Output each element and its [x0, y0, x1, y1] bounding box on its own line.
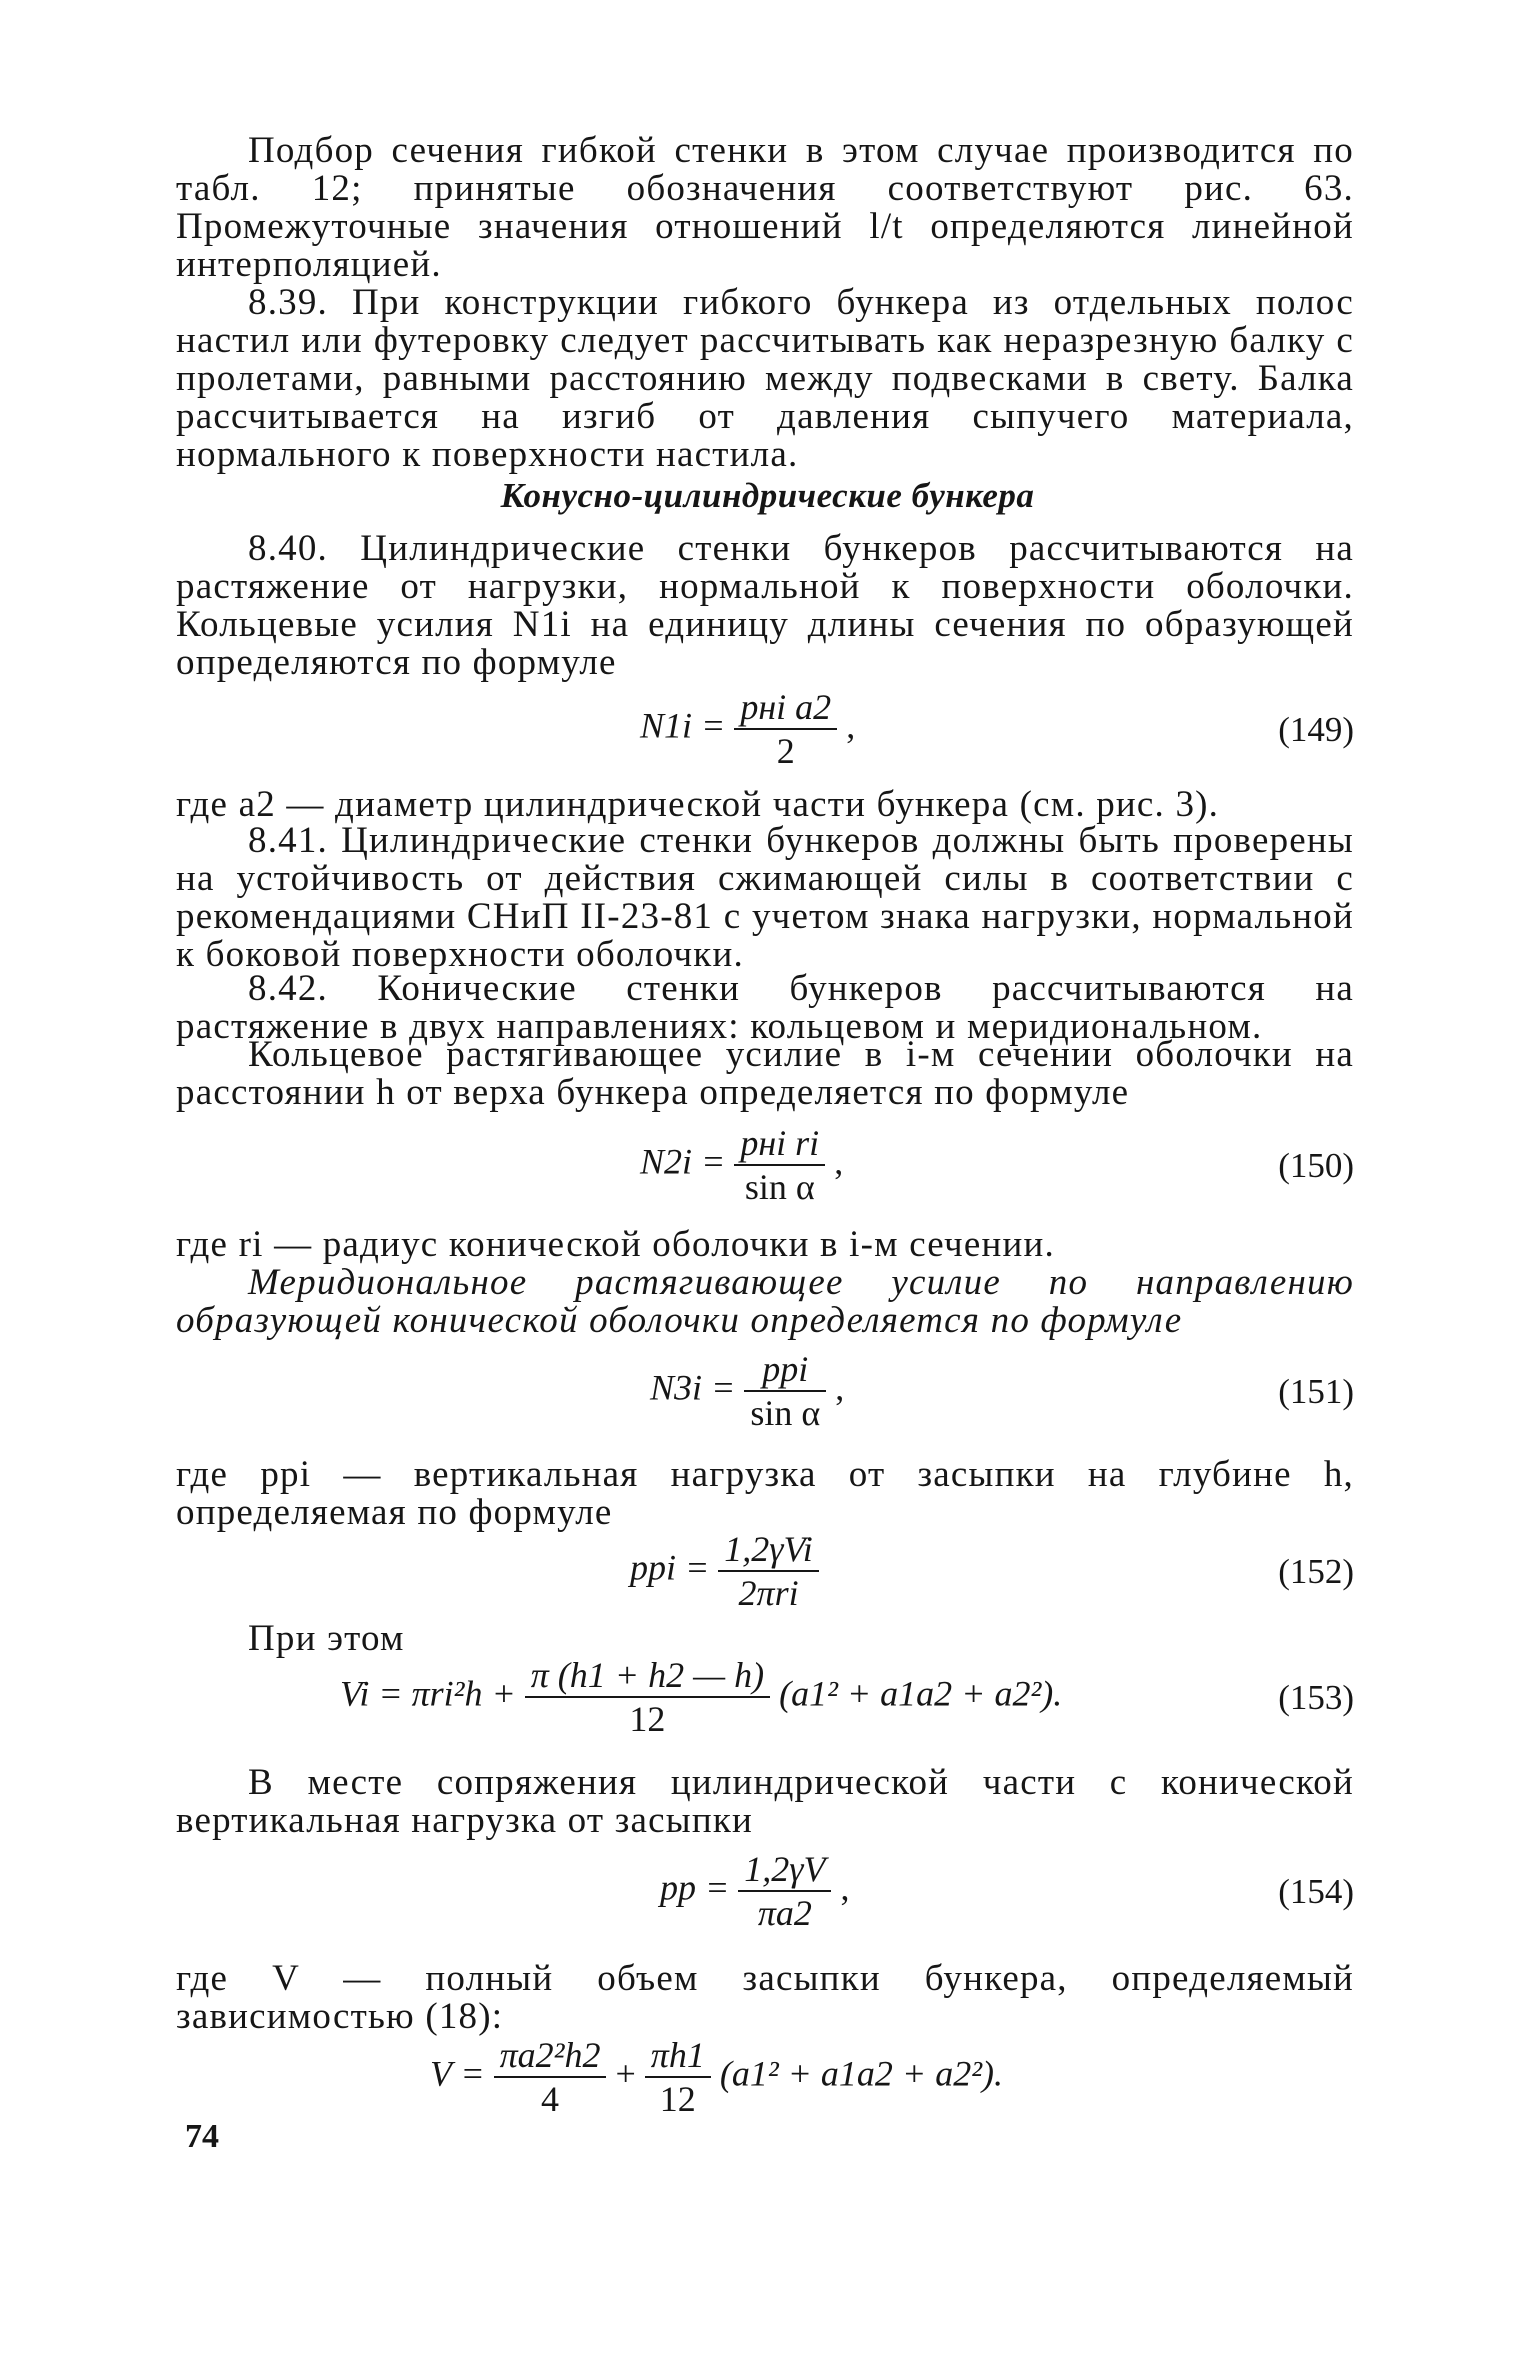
equation-150 — [0, 1123, 1535, 1207]
equation-153 — [0, 1655, 1535, 1739]
paragraph-8-40: 8.40. Цилиндрические стенки бункеров рассчитываются на растяжение от нагрузки, нормальной к поверхности оболочки. Кольцевые усилия N1i на единицу длины сечения по образующей определяются по формуле — [176, 528, 1354, 683]
equation-number: (149) — [1278, 710, 1354, 749]
equation-number: (152) — [1278, 1552, 1354, 1591]
equation-body — [640, 1124, 843, 1206]
numerator: 1,2γV — [738, 1850, 831, 1892]
equation-tail: , — [840, 1867, 850, 1908]
equation-lhs: N1i = — [640, 705, 726, 746]
plus-sign: + — [615, 2053, 636, 2094]
paragraph-v-definition: где V — полный объем засыпки бункера, определяемый зависимостью (18): — [176, 1958, 1354, 2037]
paragraph-8-39: 8.39. При конструкции гибкого бункера из отдельных полос настил или футеровку следует рассчитывать как неразрезную балку с пролетами, равными расстоянию между подвесками в свету. Балка рассчитывается на изгиб от давления сыпучего материала, нормального к поверхности настила. — [176, 282, 1354, 475]
paragraph-meridional: Меридиональное растягивающее усилие по направлению образующей конической оболочки определяется по формуле — [176, 1262, 1354, 1341]
equation-tail: , — [846, 705, 856, 746]
equation-body — [650, 1350, 844, 1432]
denominator: sin α — [750, 1393, 821, 1433]
fraction — [718, 1530, 819, 1612]
equation-number: (154) — [1278, 1872, 1354, 1911]
numerator: π (h1 + h2 — h) — [525, 1656, 770, 1698]
equation-149 — [0, 687, 1535, 771]
equation-tail: (a1² + a1a2 + a2²). — [779, 1673, 1063, 1714]
equation-body — [660, 1850, 849, 1932]
denominator: 12 — [629, 1699, 666, 1739]
equation-body — [340, 1656, 1062, 1738]
equation-tail: , — [835, 1367, 845, 1408]
equation-154 — [0, 1849, 1535, 1933]
equation-lhs: pр = — [660, 1867, 730, 1908]
fraction-second — [645, 2036, 711, 2118]
paragraph-8-41: 8.41. Цилиндрические стенки бункеров должны быть проверены на устойчивость от действия сжимающей силы в соответствии с рекомендациями СНиП II-23-81 с учетом знака нагрузки, нормальной к боковой поверхности оболочки. — [176, 820, 1354, 975]
paragraph-a2-definition: где a2 — диаметр цилиндрической части бункера (см. рис. 3). — [176, 784, 1220, 825]
section-heading: Конусно-цилиндрические бункера — [500, 476, 1035, 515]
equation-lhs: N3i = — [650, 1367, 736, 1408]
numerator: pнi ri — [734, 1124, 825, 1166]
fraction — [734, 1124, 825, 1206]
equation-151 — [0, 1349, 1535, 1433]
numerator: pнi a2 — [734, 688, 837, 730]
paragraph-at-this: При этом — [248, 1618, 405, 1659]
equation-total-volume — [0, 2035, 1535, 2119]
equation-lhs: pрi = — [630, 1547, 710, 1588]
fraction — [738, 1850, 831, 1932]
denominator: 2 — [776, 731, 795, 771]
denominator: 4 — [541, 2079, 560, 2119]
numerator: 1,2γVi — [718, 1530, 819, 1572]
equation-body — [640, 688, 855, 770]
equation-lhs: Vi = πri²h + — [340, 1673, 516, 1714]
page-number: 74 — [185, 2118, 219, 2155]
fraction — [734, 688, 837, 770]
paragraph-ring-force: Кольцевое растягивающее усилие в i-м сечении оболочки на расстоянии h от верха бункера определяется по формуле — [176, 1034, 1354, 1113]
equation-152 — [0, 1529, 1535, 1613]
fraction-first — [494, 2036, 607, 2118]
equation-number: (153) — [1278, 1678, 1354, 1717]
denominator: πa2 — [757, 1893, 812, 1933]
numerator: πa2²h2 — [494, 2036, 607, 2078]
paragraph-ri-definition: где ri — радиус конической оболочки в i-м сечении. — [176, 1224, 1055, 1265]
numerator: pрi — [744, 1350, 826, 1392]
equation-lhs: N2i = — [640, 1141, 726, 1182]
denominator: sin α — [744, 1167, 815, 1207]
equation-body — [630, 1530, 819, 1612]
equation-number: (151) — [1278, 1372, 1354, 1411]
paragraph-flexible-wall: Подбор сечения гибкой стенки в этом случае производится по табл. 12; принятые обозначения соответствуют рис. 63. Промежуточные значения отношений l/t определяются линейной интерполяцией. — [176, 130, 1354, 285]
denominator: 2πri — [738, 1573, 799, 1613]
fraction — [744, 1350, 826, 1432]
paragraph-junction: В месте сопряжения цилиндрической части с конической вертикальная нагрузка от засыпки — [176, 1762, 1354, 1841]
denominator: 12 — [659, 2079, 696, 2119]
equation-tail: , — [834, 1141, 844, 1182]
equation-tail: (a1² + a1a2 + a2²). — [719, 2053, 1003, 2094]
numerator: πh1 — [645, 2036, 711, 2078]
equation-body — [430, 2036, 1003, 2118]
paragraph-ppi-definition: где pрi — вертикальная нагрузка от засыпки на глубине h, определяемая по формуле — [176, 1454, 1354, 1533]
fraction — [525, 1656, 770, 1738]
paragraph-8-42: 8.42. Конические стенки бункеров рассчитываются на растяжение в двух направлениях: кольцевом и меридиональном. — [176, 968, 1354, 1047]
equation-lhs: V = — [430, 2053, 485, 2094]
equation-number: (150) — [1278, 1146, 1354, 1185]
